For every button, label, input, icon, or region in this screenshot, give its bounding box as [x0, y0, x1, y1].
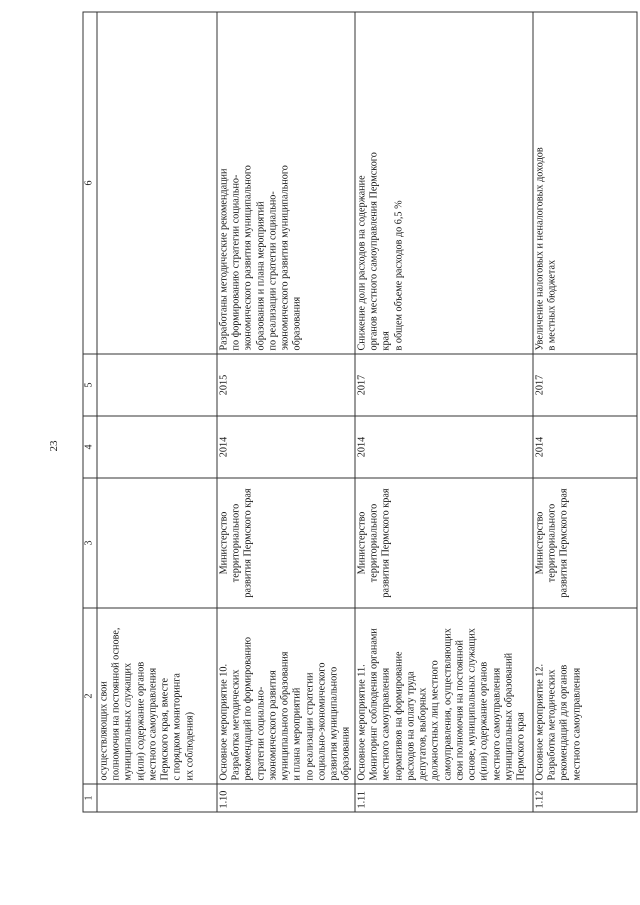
column-number-row — [83, 12, 97, 812]
column-header: 4 — [83, 416, 97, 478]
result-cell: Увеличение налоговых и неналоговых доходов в местных бюджетах — [533, 12, 637, 354]
result-cell: Разработаны методические рекомендации по формированию стратегии социально- экономического развития муниципального образования и плана мероприятий по реализации стратегии социально- экономического развития муниципального образования — [217, 12, 355, 354]
table-row — [355, 12, 533, 812]
table-row — [533, 12, 637, 812]
start-year-cell: 2014 — [355, 416, 533, 478]
page-number: 23 — [48, 440, 60, 452]
start-year-cell — [97, 416, 217, 478]
end-year-cell: 2017 — [533, 354, 637, 416]
row-number: 1.12 — [533, 784, 637, 812]
activity-cell: Основное мероприятие 11. Мониторинг соблюдения органами местного самоуправления нормативов на формирование расходов на оплату труда депутатов, выборных должностных лиц местного самоуправления, осуществляющих свои полномочия на постоянной основе, муниципальных служащих и(или) содержание органов местного самоуправления муниципальных образований Пермского края — [355, 608, 533, 784]
column-header: 5 — [83, 354, 97, 416]
start-year-cell: 2014 — [533, 416, 637, 478]
activities-table — [83, 12, 638, 813]
end-year-cell: 2015 — [217, 354, 355, 416]
column-header: 3 — [83, 478, 97, 608]
executor-cell — [97, 478, 217, 608]
result-cell: Снижение доли расходов на содержание органов местного самоуправления Пермского края в общем объеме расходов до 6,5 % — [355, 12, 533, 354]
start-year-cell: 2014 — [217, 416, 355, 478]
activity-cell: Основное мероприятие 12. Разработка методических рекомендаций для органов местного самоуправления — [533, 608, 637, 784]
activity-cell: Основное мероприятие 10. Разработка методических рекомендаций по формированию стратегии социально- экономического развития муниципального образования и плана мероприятий по реализации стратегии социально-экономического развития муниципального образования — [217, 608, 355, 784]
executor-cell: Министерство территориального развития Пермского края — [355, 478, 533, 608]
result-cell — [97, 12, 217, 354]
column-header: 6 — [83, 12, 97, 354]
row-number: 1.10 — [217, 784, 355, 812]
row-number — [97, 784, 217, 812]
end-year-cell — [97, 354, 217, 416]
column-header: 1 — [83, 784, 97, 812]
row-number: 1.11 — [355, 784, 533, 812]
table-row — [97, 12, 217, 812]
activity-cell: осуществляющих свои полномочия на постоянной основе, муниципальных служащих и(или) содержание органов местного самоуправления Пермского края, вместе с порядком мониторинга их соблюдения) — [97, 608, 217, 784]
executor-cell: Министерство территориального развития Пермского края — [533, 478, 637, 608]
end-year-cell: 2017 — [355, 354, 533, 416]
executor-cell: Министерство территориального развития Пермского края — [217, 478, 355, 608]
column-header: 2 — [83, 608, 97, 784]
rotated-table-wrapper — [83, 13, 638, 813]
table-row — [217, 12, 355, 812]
